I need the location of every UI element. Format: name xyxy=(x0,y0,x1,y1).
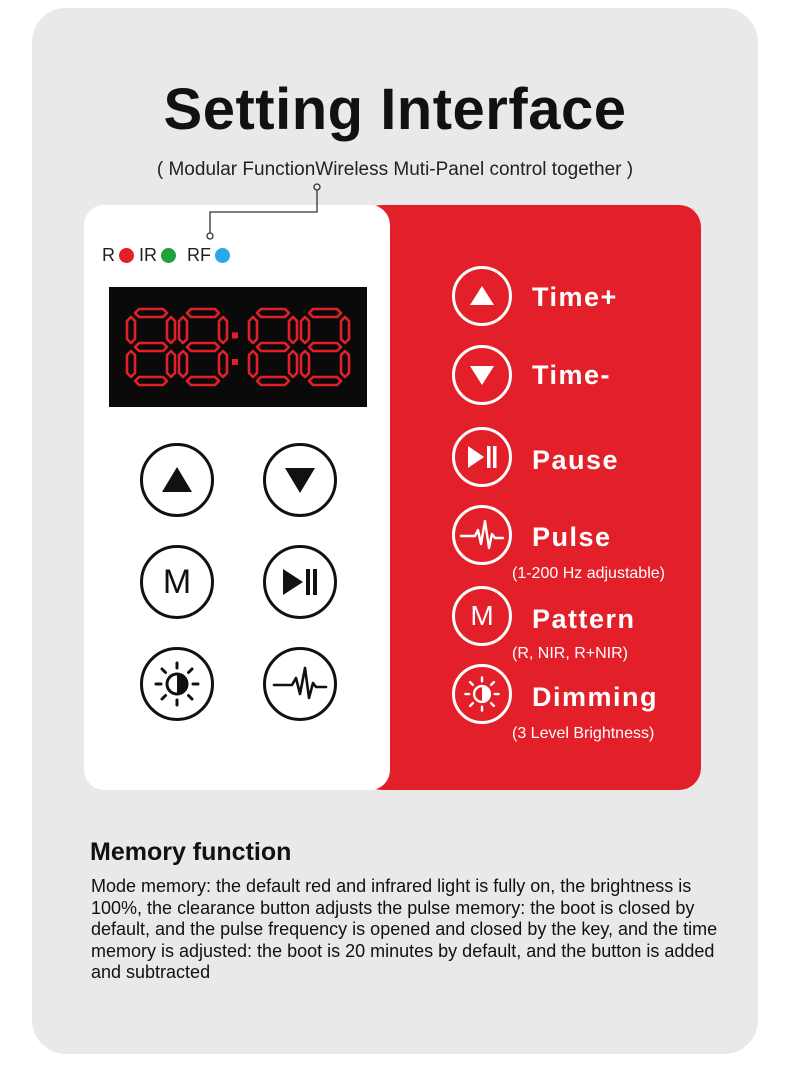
display-segment xyxy=(309,377,341,385)
display-segment xyxy=(127,317,135,343)
display-segment xyxy=(341,351,349,377)
display-segment xyxy=(179,351,187,377)
m-letter-icon: M xyxy=(470,600,494,631)
seven-segment-digits xyxy=(109,287,367,407)
pattern-note: (R, NIR, R+NIR) xyxy=(512,645,628,662)
dimming-note: (3 Level Brightness) xyxy=(512,725,655,742)
pulse-button[interactable] xyxy=(263,647,337,721)
display-segment xyxy=(289,351,297,377)
display-segment xyxy=(135,309,167,317)
brightness-icon xyxy=(463,675,501,713)
time-minus-label: Time- xyxy=(532,360,612,390)
indicator-label-ir: IR xyxy=(139,244,157,265)
pulse-label: Pulse xyxy=(532,522,612,552)
play-pause-icon xyxy=(466,444,498,470)
green-led-icon xyxy=(161,248,176,263)
dimming-button[interactable] xyxy=(140,647,214,721)
display-segment xyxy=(249,351,257,377)
display-segment xyxy=(257,377,289,385)
pulse-wave-icon xyxy=(272,664,328,704)
callout-line xyxy=(0,0,790,260)
m-letter-icon: M xyxy=(162,562,192,601)
blue-led-icon xyxy=(215,248,230,263)
indicator-label-r: R xyxy=(102,244,115,265)
display-segment xyxy=(135,343,167,351)
display-segment xyxy=(309,343,341,351)
play-pause-icon xyxy=(280,566,320,598)
colon-dot xyxy=(232,359,238,365)
display-segment xyxy=(135,377,167,385)
triangle-up-icon xyxy=(468,284,496,308)
triangle-up-icon xyxy=(160,465,194,495)
display-segment xyxy=(179,317,187,343)
display-segment xyxy=(301,351,309,377)
time-plus-label: Time+ xyxy=(532,282,618,312)
display-segment xyxy=(127,351,135,377)
pulse-note: (1-200 Hz adjustable) xyxy=(512,565,665,582)
display-segment xyxy=(341,317,349,343)
pattern-legend-icon xyxy=(452,586,512,646)
time-down-button[interactable] xyxy=(263,443,337,517)
led-display xyxy=(109,287,367,407)
brightness-icon xyxy=(153,660,201,708)
display-segment xyxy=(167,317,175,343)
colon-dot xyxy=(232,332,238,338)
pause-label: Pause xyxy=(532,445,620,475)
display-segment xyxy=(187,343,219,351)
time-minus-legend-icon xyxy=(452,345,512,405)
pulse-legend-icon xyxy=(452,505,512,565)
pause-button[interactable] xyxy=(263,545,337,619)
pulse-wave-icon xyxy=(459,518,505,552)
time-plus-legend-icon xyxy=(452,266,512,326)
display-segment xyxy=(219,351,227,377)
display-segment xyxy=(219,317,227,343)
display-segment xyxy=(187,377,219,385)
memory-heading: Memory function xyxy=(90,838,292,866)
display-segment xyxy=(249,317,257,343)
display-segment xyxy=(167,351,175,377)
indicator-label-rf: RF xyxy=(187,244,211,265)
memory-description: Mode memory: the default red and infrared light is fully on, the brightness is 100%, the clearance button adjusts the pulse memory: the boot is closed by default, and the pulse frequency is opened and closed by the key, and the time memory is adjusted: the boot is 20 minutes by default, and the button is added and subtracted xyxy=(91,876,718,982)
display-segment xyxy=(289,317,297,343)
display-segment xyxy=(257,343,289,351)
indicator-leds xyxy=(102,244,235,266)
page-subtitle: ( Modular FunctionWireless Muti-Panel control together ) xyxy=(156,159,634,180)
display-segment xyxy=(257,309,289,317)
dimming-label: Dimming xyxy=(532,682,659,712)
time-up-button[interactable] xyxy=(140,443,214,517)
display-segment xyxy=(309,309,341,317)
pattern-label: Pattern xyxy=(532,604,636,634)
display-segment xyxy=(187,309,219,317)
page-title: Setting Interface xyxy=(163,77,627,142)
triangle-down-icon xyxy=(468,363,496,387)
red-led-icon xyxy=(119,248,134,263)
pattern-button[interactable] xyxy=(140,545,214,619)
triangle-down-icon xyxy=(283,465,317,495)
pause-legend-icon xyxy=(452,427,512,487)
dimming-legend-icon xyxy=(452,664,512,724)
display-segment xyxy=(301,317,309,343)
